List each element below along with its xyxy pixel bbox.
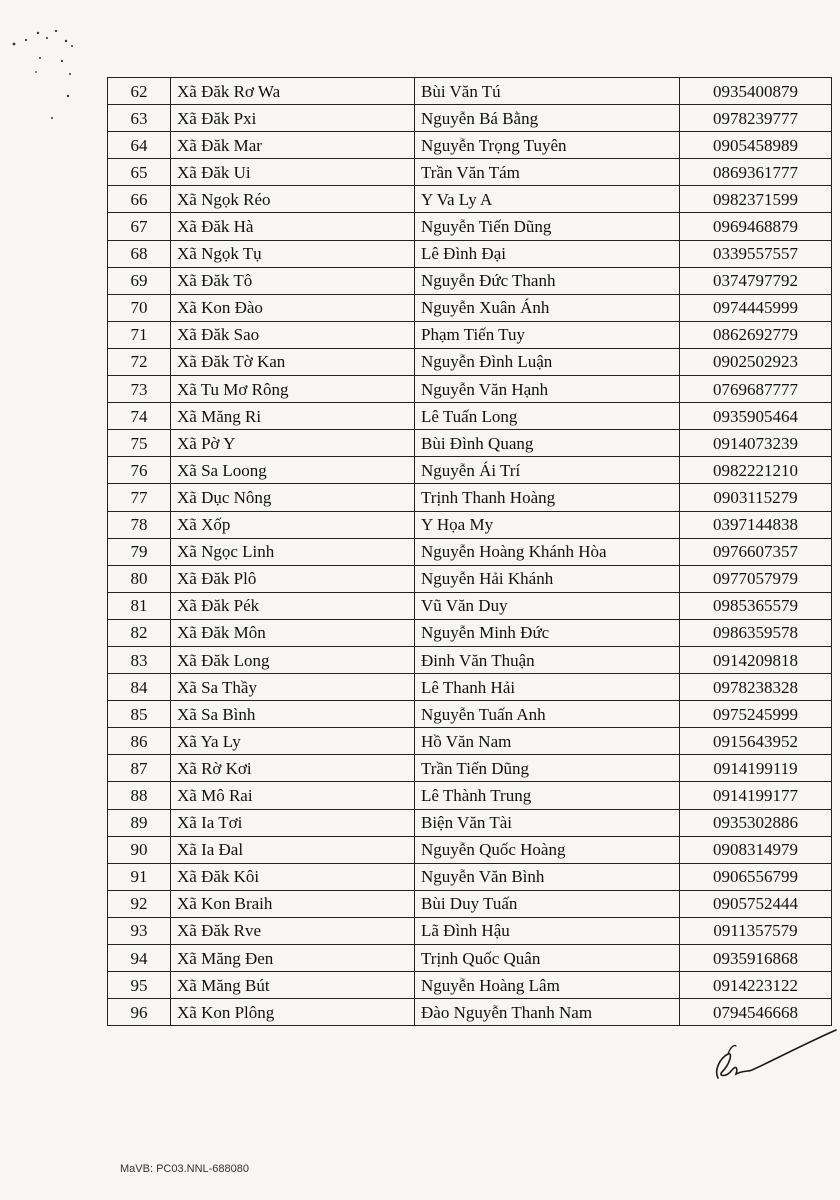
person-name: Y Họa My — [415, 511, 680, 538]
person-name: Nguyễn Xuân Ánh — [415, 294, 680, 321]
contact-table-body — [108, 78, 832, 1026]
row-number: 92 — [108, 890, 171, 917]
table-row — [108, 267, 832, 294]
commune-name: Xã Măng Ri — [171, 403, 415, 430]
person-name: Trịnh Thanh Hoàng — [415, 484, 680, 511]
commune-name: Xã Sa Thầy — [171, 674, 415, 701]
person-name: Bùi Văn Tú — [415, 78, 680, 105]
row-number: 96 — [108, 999, 171, 1026]
phone-number: 0905458989 — [680, 132, 832, 159]
row-number: 87 — [108, 755, 171, 782]
row-number: 73 — [108, 376, 171, 403]
person-name: Nguyễn Văn Hạnh — [415, 376, 680, 403]
person-name: Nguyễn Minh Đức — [415, 619, 680, 646]
row-number: 69 — [108, 267, 171, 294]
row-number: 71 — [108, 321, 171, 348]
person-name: Đào Nguyễn Thanh Nam — [415, 999, 680, 1026]
row-number: 86 — [108, 728, 171, 755]
row-number: 65 — [108, 159, 171, 186]
person-name: Trần Tiến Dũng — [415, 755, 680, 782]
person-name: Phạm Tiến Tuy — [415, 321, 680, 348]
phone-number: 0914223122 — [680, 972, 832, 999]
commune-name: Xã Ia Tơi — [171, 809, 415, 836]
scan-speckles — [0, 0, 90, 140]
table-row — [108, 646, 832, 673]
phone-number: 0869361777 — [680, 159, 832, 186]
phone-number: 0902502923 — [680, 348, 832, 375]
table-row — [108, 565, 832, 592]
phone-number: 0982221210 — [680, 457, 832, 484]
commune-name: Xã Ngọk Tụ — [171, 240, 415, 267]
table-row — [108, 159, 832, 186]
phone-number: 0769687777 — [680, 376, 832, 403]
table-row — [108, 294, 832, 321]
phone-number: 0911357579 — [680, 917, 832, 944]
person-name: Trần Văn Tám — [415, 159, 680, 186]
commune-name: Xã Kon Braih — [171, 890, 415, 917]
table-row — [108, 836, 832, 863]
row-number: 67 — [108, 213, 171, 240]
person-name: Trịnh Quốc Quân — [415, 945, 680, 972]
commune-name: Xã Đăk Rơ Wa — [171, 78, 415, 105]
row-number: 70 — [108, 294, 171, 321]
table-row — [108, 376, 832, 403]
person-name: Nguyễn Đình Luận — [415, 348, 680, 375]
table-row — [108, 511, 832, 538]
phone-number: 0977057979 — [680, 565, 832, 592]
row-number: 72 — [108, 348, 171, 375]
row-number: 74 — [108, 403, 171, 430]
person-name: Lê Tuấn Long — [415, 403, 680, 430]
commune-name: Xã Dục Nông — [171, 484, 415, 511]
commune-name: Xã Đăk Tờ Kan — [171, 348, 415, 375]
table-row — [108, 782, 832, 809]
person-name: Nguyễn Trọng Tuyên — [415, 132, 680, 159]
row-number: 83 — [108, 646, 171, 673]
person-name: Bùi Đình Quang — [415, 430, 680, 457]
phone-number: 0908314979 — [680, 836, 832, 863]
row-number: 89 — [108, 809, 171, 836]
commune-name: Xã Ya Ly — [171, 728, 415, 755]
phone-number: 0914209818 — [680, 646, 832, 673]
row-number: 85 — [108, 701, 171, 728]
commune-name: Xã Đăk Mar — [171, 132, 415, 159]
table-row — [108, 484, 832, 511]
phone-number: 0986359578 — [680, 619, 832, 646]
commune-name: Xã Đăk Pék — [171, 592, 415, 619]
table-row — [108, 403, 832, 430]
table-row — [108, 213, 832, 240]
phone-number: 0903115279 — [680, 484, 832, 511]
table-row — [108, 863, 832, 890]
person-name: Lê Đình Đại — [415, 240, 680, 267]
phone-number: 0794546668 — [680, 999, 832, 1026]
commune-name: Xã Sa Bình — [171, 701, 415, 728]
commune-name: Xã Đăk Môn — [171, 619, 415, 646]
commune-name: Xã Đăk Rve — [171, 917, 415, 944]
contact-table — [107, 77, 832, 1026]
commune-name: Xã Đăk Kôi — [171, 863, 415, 890]
commune-name: Xã Kon Đào — [171, 294, 415, 321]
person-name: Lê Thành Trung — [415, 782, 680, 809]
phone-number: 0935916868 — [680, 945, 832, 972]
commune-name: Xã Rờ Kơi — [171, 755, 415, 782]
signature-mark — [700, 1020, 840, 1090]
commune-name: Xã Đăk Hà — [171, 213, 415, 240]
commune-name: Xã Tu Mơ Rông — [171, 376, 415, 403]
row-number: 81 — [108, 592, 171, 619]
row-number: 93 — [108, 917, 171, 944]
person-name: Nguyễn Hoàng Lâm — [415, 972, 680, 999]
commune-name: Xã Sa Loong — [171, 457, 415, 484]
commune-name: Xã Đăk Pxi — [171, 105, 415, 132]
table-row — [108, 674, 832, 701]
phone-number: 0935905464 — [680, 403, 832, 430]
table-row — [108, 592, 832, 619]
row-number: 76 — [108, 457, 171, 484]
phone-number: 0914199177 — [680, 782, 832, 809]
table-row — [108, 890, 832, 917]
phone-number: 0914073239 — [680, 430, 832, 457]
phone-number: 0978238328 — [680, 674, 832, 701]
row-number: 84 — [108, 674, 171, 701]
row-number: 75 — [108, 430, 171, 457]
row-number: 79 — [108, 538, 171, 565]
person-name: Lã Đình Hậu — [415, 917, 680, 944]
row-number: 64 — [108, 132, 171, 159]
phone-number: 0976607357 — [680, 538, 832, 565]
table-row — [108, 917, 832, 944]
row-number: 94 — [108, 945, 171, 972]
row-number: 95 — [108, 972, 171, 999]
phone-number: 0862692779 — [680, 321, 832, 348]
person-name: Lê Thanh Hải — [415, 674, 680, 701]
commune-name: Xã Đăk Long — [171, 646, 415, 673]
row-number: 77 — [108, 484, 171, 511]
commune-name: Xã Mô Rai — [171, 782, 415, 809]
phone-number: 0339557557 — [680, 240, 832, 267]
row-number: 91 — [108, 863, 171, 890]
commune-name: Xã Măng Đen — [171, 945, 415, 972]
commune-name: Xã Pờ Y — [171, 430, 415, 457]
person-name: Nguyễn Ái Trí — [415, 457, 680, 484]
person-name: Vũ Văn Duy — [415, 592, 680, 619]
row-number: 68 — [108, 240, 171, 267]
person-name: Nguyễn Bá Bằng — [415, 105, 680, 132]
table-row — [108, 538, 832, 565]
phone-number: 0935302886 — [680, 809, 832, 836]
table-row — [108, 619, 832, 646]
phone-number: 0975245999 — [680, 701, 832, 728]
person-name: Nguyễn Hải Khánh — [415, 565, 680, 592]
table-row — [108, 240, 832, 267]
row-number: 62 — [108, 78, 171, 105]
row-number: 88 — [108, 782, 171, 809]
document-code: MaVB: PC03.NNL-688080 — [120, 1163, 250, 1175]
phone-number: 0985365579 — [680, 592, 832, 619]
table-row — [108, 728, 832, 755]
row-number: 80 — [108, 565, 171, 592]
phone-number: 0397144838 — [680, 511, 832, 538]
table-row — [108, 186, 832, 213]
person-name: Bùi Duy Tuấn — [415, 890, 680, 917]
table-row — [108, 945, 832, 972]
phone-number: 0915643952 — [680, 728, 832, 755]
person-name: Đinh Văn Thuận — [415, 646, 680, 673]
person-name: Nguyễn Hoàng Khánh Hòa — [415, 538, 680, 565]
table-row — [108, 105, 832, 132]
table-row — [108, 457, 832, 484]
commune-name: Xã Xốp — [171, 511, 415, 538]
commune-name: Xã Đăk Plô — [171, 565, 415, 592]
row-number: 63 — [108, 105, 171, 132]
phone-number: 0982371599 — [680, 186, 832, 213]
table-row — [108, 132, 832, 159]
commune-name: Xã Đăk Tô — [171, 267, 415, 294]
person-name: Hồ Văn Nam — [415, 728, 680, 755]
commune-name: Xã Măng Bút — [171, 972, 415, 999]
commune-name: Xã Ia Đal — [171, 836, 415, 863]
phone-number: 0978239777 — [680, 105, 832, 132]
commune-name: Xã Kon Plông — [171, 999, 415, 1026]
table-row — [108, 755, 832, 782]
person-name: Biện Văn Tài — [415, 809, 680, 836]
phone-number: 0914199119 — [680, 755, 832, 782]
person-name: Nguyễn Quốc Hoàng — [415, 836, 680, 863]
person-name: Nguyễn Văn Bình — [415, 863, 680, 890]
table-row — [108, 78, 832, 105]
row-number: 78 — [108, 511, 171, 538]
person-name: Nguyễn Tuấn Anh — [415, 701, 680, 728]
person-name: Nguyễn Tiến Dũng — [415, 213, 680, 240]
row-number: 66 — [108, 186, 171, 213]
phone-number: 0905752444 — [680, 890, 832, 917]
row-number: 90 — [108, 836, 171, 863]
phone-number: 0374797792 — [680, 267, 832, 294]
phone-number: 0935400879 — [680, 78, 832, 105]
commune-name: Xã Ngọk Réo — [171, 186, 415, 213]
row-number: 82 — [108, 619, 171, 646]
table-row — [108, 972, 832, 999]
table-row — [108, 321, 832, 348]
table-row — [108, 701, 832, 728]
person-name: Nguyễn Đức Thanh — [415, 267, 680, 294]
commune-name: Xã Đăk Ui — [171, 159, 415, 186]
table-row — [108, 348, 832, 375]
person-name: Y Va Ly A — [415, 186, 680, 213]
table-row — [108, 430, 832, 457]
commune-name: Xã Ngọc Linh — [171, 538, 415, 565]
commune-name: Xã Đăk Sao — [171, 321, 415, 348]
phone-number: 0906556799 — [680, 863, 832, 890]
phone-number: 0969468879 — [680, 213, 832, 240]
table-row — [108, 809, 832, 836]
phone-number: 0974445999 — [680, 294, 832, 321]
